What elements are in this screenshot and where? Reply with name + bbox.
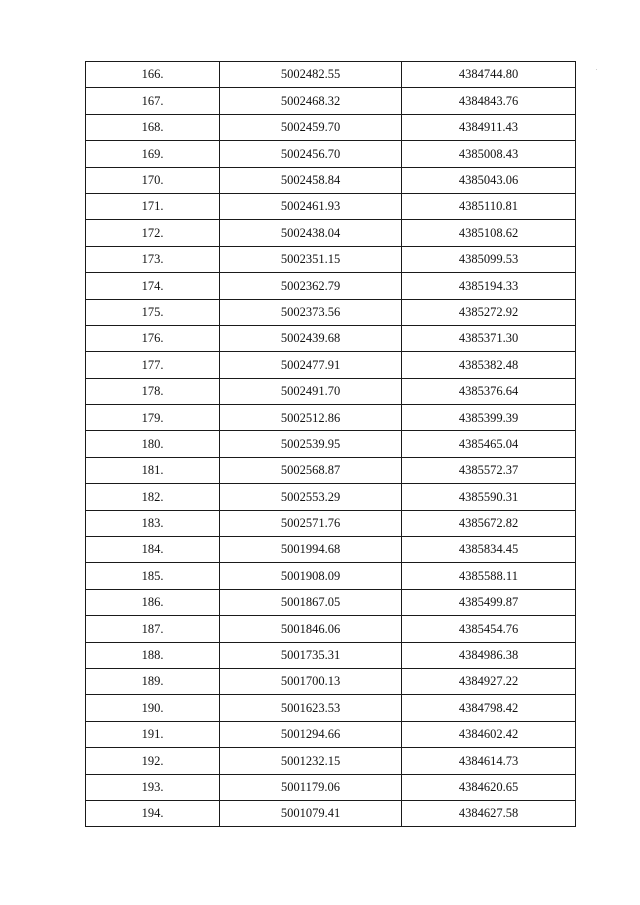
point-number-cell: 180. [86,431,220,457]
y-coordinate-cell: 4384843.76 [402,88,576,114]
coordinate-table [85,61,576,827]
table-row [86,114,576,140]
x-coordinate-cell: 5002468.32 [220,88,402,114]
table-row [86,88,576,114]
x-coordinate-cell: 5001079.41 [220,800,402,826]
table-row [86,616,576,642]
y-coordinate-cell: 4384602.42 [402,721,576,747]
point-number-cell: 192. [86,748,220,774]
point-number-cell: 193. [86,774,220,800]
y-coordinate-cell: 4384911.43 [402,114,576,140]
point-number-cell: 174. [86,273,220,299]
y-coordinate-cell: 4385588.11 [402,563,576,589]
y-coordinate-cell: 4385454.76 [402,616,576,642]
point-number-cell: 176. [86,325,220,351]
x-coordinate-cell: 5002482.55 [220,62,402,88]
table-row [86,800,576,826]
x-coordinate-cell: 5002373.56 [220,299,402,325]
x-coordinate-cell: 5001908.09 [220,563,402,589]
x-coordinate-cell: 5001846.06 [220,616,402,642]
x-coordinate-cell: 5002568.87 [220,457,402,483]
table-row [86,721,576,747]
y-coordinate-cell: 4385382.48 [402,352,576,378]
x-coordinate-cell: 5001994.68 [220,537,402,563]
point-number-cell: 172. [86,220,220,246]
table-row [86,405,576,431]
y-coordinate-cell: 4385499.87 [402,589,576,615]
point-number-cell: 173. [86,246,220,272]
x-coordinate-cell: 5002512.86 [220,405,402,431]
x-coordinate-cell: 5001735.31 [220,642,402,668]
table-row [86,748,576,774]
point-number-cell: 177. [86,352,220,378]
scan-speck [596,69,597,70]
y-coordinate-cell: 4384798.42 [402,695,576,721]
point-number-cell: 178. [86,378,220,404]
table-row [86,273,576,299]
x-coordinate-cell: 5002456.70 [220,141,402,167]
y-coordinate-cell: 4385572.37 [402,457,576,483]
y-coordinate-cell: 4385834.45 [402,537,576,563]
x-coordinate-cell: 5002491.70 [220,378,402,404]
y-coordinate-cell: 4385371.30 [402,325,576,351]
x-coordinate-cell: 5001867.05 [220,589,402,615]
table-row [86,431,576,457]
coordinate-table-body [86,62,576,827]
y-coordinate-cell: 4385272.92 [402,299,576,325]
x-coordinate-cell: 5002571.76 [220,510,402,536]
x-coordinate-cell: 5001232.15 [220,748,402,774]
y-coordinate-cell: 4384744.80 [402,62,576,88]
table-row [86,378,576,404]
x-coordinate-cell: 5002539.95 [220,431,402,457]
point-number-cell: 170. [86,167,220,193]
x-coordinate-cell: 5002477.91 [220,352,402,378]
table-row [86,695,576,721]
table-row [86,589,576,615]
y-coordinate-cell: 4385099.53 [402,246,576,272]
point-number-cell: 171. [86,193,220,219]
y-coordinate-cell: 4384620.65 [402,774,576,800]
table-row [86,484,576,510]
x-coordinate-cell: 5001294.66 [220,721,402,747]
y-coordinate-cell: 4385008.43 [402,141,576,167]
point-number-cell: 187. [86,616,220,642]
y-coordinate-cell: 4384627.58 [402,800,576,826]
x-coordinate-cell: 5002461.93 [220,193,402,219]
point-number-cell: 191. [86,721,220,747]
point-number-cell: 189. [86,668,220,694]
point-number-cell: 190. [86,695,220,721]
y-coordinate-cell: 4384986.38 [402,642,576,668]
point-number-cell: 175. [86,299,220,325]
table-row [86,668,576,694]
y-coordinate-cell: 4385590.31 [402,484,576,510]
table-row [86,299,576,325]
table-row [86,167,576,193]
y-coordinate-cell: 4385108.62 [402,220,576,246]
point-number-cell: 168. [86,114,220,140]
point-number-cell: 185. [86,563,220,589]
point-number-cell: 166. [86,62,220,88]
y-coordinate-cell: 4384614.73 [402,748,576,774]
x-coordinate-cell: 5002553.29 [220,484,402,510]
point-number-cell: 184. [86,537,220,563]
table-row [86,246,576,272]
table-row [86,141,576,167]
y-coordinate-cell: 4385465.04 [402,431,576,457]
point-number-cell: 186. [86,589,220,615]
table-row [86,220,576,246]
point-number-cell: 182. [86,484,220,510]
y-coordinate-cell: 4385194.33 [402,273,576,299]
point-number-cell: 183. [86,510,220,536]
point-number-cell: 188. [86,642,220,668]
x-coordinate-cell: 5002438.04 [220,220,402,246]
x-coordinate-cell: 5002351.15 [220,246,402,272]
x-coordinate-cell: 5001700.13 [220,668,402,694]
table-row [86,774,576,800]
x-coordinate-cell: 5002362.79 [220,273,402,299]
point-number-cell: 194. [86,800,220,826]
table-row [86,642,576,668]
table-row [86,193,576,219]
table-row [86,325,576,351]
point-number-cell: 169. [86,141,220,167]
table-row [86,62,576,88]
x-coordinate-cell: 5002458.84 [220,167,402,193]
y-coordinate-cell: 4385672.82 [402,510,576,536]
x-coordinate-cell: 5002439.68 [220,325,402,351]
point-number-cell: 181. [86,457,220,483]
y-coordinate-cell: 4385399.39 [402,405,576,431]
point-number-cell: 167. [86,88,220,114]
table-row [86,352,576,378]
table-row [86,537,576,563]
table-row [86,563,576,589]
point-number-cell: 179. [86,405,220,431]
table-row [86,457,576,483]
table-row [86,510,576,536]
y-coordinate-cell: 4385043.06 [402,167,576,193]
x-coordinate-cell: 5002459.70 [220,114,402,140]
x-coordinate-cell: 5001623.53 [220,695,402,721]
x-coordinate-cell: 5001179.06 [220,774,402,800]
y-coordinate-cell: 4385110.81 [402,193,576,219]
y-coordinate-cell: 4384927.22 [402,668,576,694]
y-coordinate-cell: 4385376.64 [402,378,576,404]
